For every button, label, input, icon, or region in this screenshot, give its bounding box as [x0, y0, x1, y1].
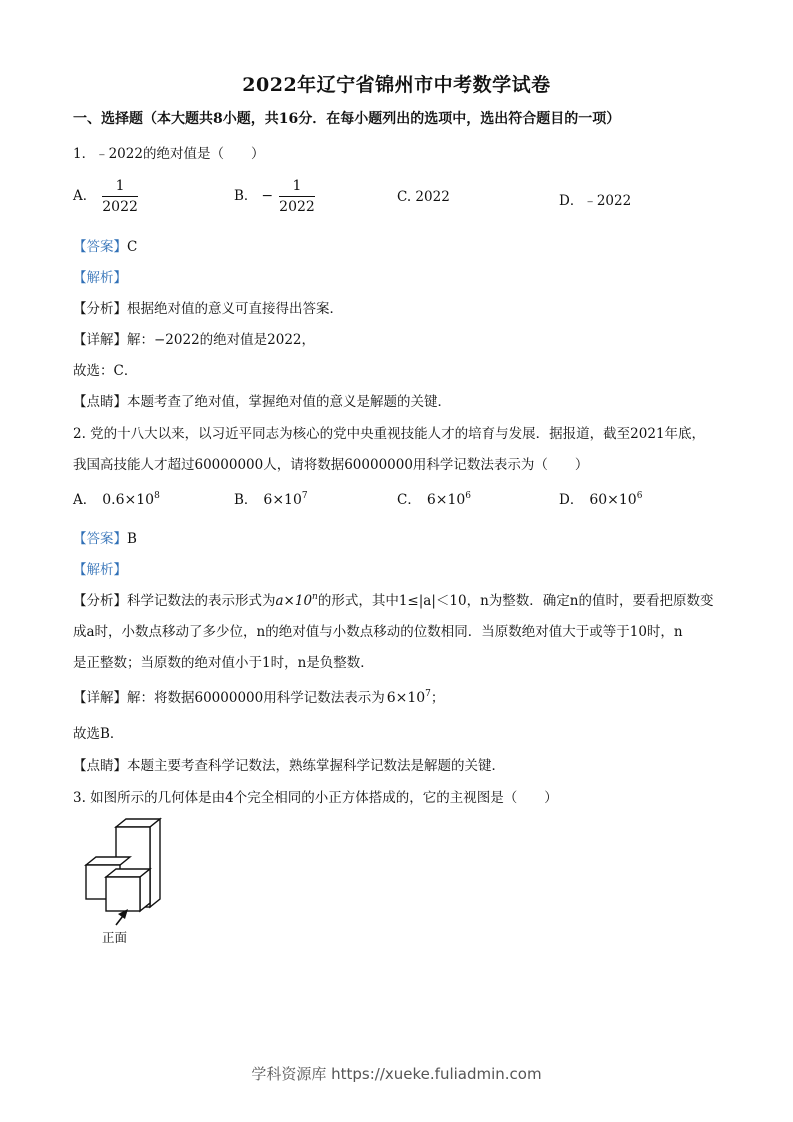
- q1-guxuan: 故选：C．: [73, 363, 138, 379]
- q2-option-c: [397, 488, 471, 508]
- fraction: [102, 178, 138, 215]
- q1-dianjing: [73, 390, 451, 410]
- q1-analysis-tag: 【解析】: [73, 270, 127, 286]
- fenxi-tag: 【分析】: [73, 593, 127, 609]
- xiangjie-tag: 【详解】: [73, 332, 127, 348]
- q2-stem-line2: 我国高技能人才超过60000000人，请将数据60000000用科学记数法表示为（ ）: [73, 457, 589, 473]
- cube-back-right: [150, 819, 160, 907]
- exponent: 8: [154, 491, 160, 501]
- option-label: A．: [73, 492, 97, 508]
- punctuation: ；: [430, 690, 445, 706]
- section-heading: 一、选择题（本大题共8小题，共16分．在每小题列出的选项中，选出符合题目的一项）: [73, 111, 621, 127]
- xiangjie-tag: 【详解】: [73, 690, 127, 706]
- answer-value: B: [127, 531, 137, 547]
- q1-stem: 1．﹣2022的绝对值是（ ）: [73, 146, 265, 162]
- q2-answer: [73, 527, 137, 547]
- base: 6×10: [263, 492, 302, 508]
- dianjing-text: 本题考查了绝对值，掌握绝对值的意义是解题的关键．: [127, 394, 451, 410]
- q1-xiangjie: [73, 328, 315, 348]
- base: 6×10: [386, 690, 426, 706]
- q2-fenxi-line3: 是正整数；当原数的绝对值小于1时，n是负整数．: [73, 655, 374, 671]
- fenxi-text: 的形式，其中1≤|a|＜10，n为整数．确定n的值时，要看把原数变: [317, 593, 714, 609]
- sci-value: [427, 492, 471, 508]
- fenxi-text: 科学记数法的表示形式为: [127, 593, 276, 609]
- q2-guxuan: 故选B．: [73, 726, 124, 742]
- cube-front-front: [106, 877, 140, 911]
- dianjing-text: 本题主要考查科学记数法，熟练掌握科学记数法是解题的关键．: [127, 758, 505, 774]
- q1-option-a: [73, 178, 138, 215]
- denominator: 2022: [102, 199, 138, 215]
- option-label: A．: [73, 188, 97, 204]
- answer-tag: 【答案】: [73, 239, 127, 255]
- answer-value: C: [127, 239, 138, 255]
- q2-option-b: [234, 488, 308, 508]
- q1-option-d: D．﹣2022: [559, 193, 632, 209]
- minus-sign: −: [261, 188, 274, 204]
- option-label: D．: [559, 492, 584, 508]
- base: 0.6×10: [102, 492, 155, 508]
- base: 6×10: [426, 492, 466, 508]
- q1-fenxi: [73, 297, 343, 317]
- formula-exponent: n: [312, 592, 318, 602]
- cube-front-right: [140, 869, 150, 911]
- exponent: 6: [636, 491, 643, 501]
- denominator: 2022: [279, 199, 315, 215]
- page-footer: 学科资源库 https://xueke.fuliadmin.com: [251, 1065, 542, 1083]
- exponent: 7: [301, 491, 308, 501]
- numerator: 1: [279, 178, 315, 197]
- q2-option-a: [73, 488, 160, 508]
- exponent: 7: [425, 689, 431, 699]
- numerator: 1: [102, 178, 138, 197]
- q2-xiangjie: [73, 686, 444, 706]
- sci-value: [387, 690, 431, 706]
- q2-option-d: [559, 488, 642, 508]
- q2-analysis-tag: 【解析】: [73, 562, 127, 578]
- q1-option-b: [234, 178, 315, 215]
- sci-value: [263, 492, 307, 508]
- sci-value: [102, 492, 160, 508]
- fenxi-tag: 【分析】: [73, 301, 127, 317]
- q1-answer: [73, 235, 137, 255]
- q1-option-c: C. 2022: [397, 189, 450, 205]
- q2-fenxi-line1: [73, 589, 713, 609]
- dianjing-tag: 【点睛】: [73, 758, 127, 774]
- fenxi-text: 根据绝对值的意义可直接得出答案．: [127, 301, 343, 317]
- option-label: C．: [397, 492, 421, 508]
- q2-dianjing: [73, 754, 505, 774]
- sci-value: [589, 492, 642, 508]
- base: 60×10: [589, 492, 637, 508]
- exponent: 6: [465, 491, 472, 501]
- page-title: 2022年辽宁省锦州市中考数学试卷: [242, 74, 551, 96]
- dianjing-tag: 【点睛】: [73, 394, 127, 410]
- fraction: [279, 178, 315, 215]
- q2-stem-line1: 2. 党的十八大以来，以习近平同志为核心的党中央重视技能人才的培育与发展．据报道，截至2021年底，: [73, 426, 706, 442]
- answer-tag: 【答案】: [73, 531, 127, 547]
- formula: a×10: [275, 593, 313, 609]
- xiangjie-text: 解：−2022的绝对值是2022，: [127, 332, 316, 348]
- option-label: B．: [234, 492, 258, 508]
- q3-stem: 3. 如图所示的几何体是由4个完全相同的小正方体搭成的，它的主视图是（ ）: [73, 790, 558, 806]
- xiangjie-text: 解：将数据60000000用科学记数法表示为: [127, 690, 385, 706]
- figure-label: 正面: [102, 930, 128, 945]
- q2-fenxi-line2: 成a时，小数点移动了多少位，n的绝对值与小数点移动的位数相同．当原数绝对值大于或等于10时，n: [73, 624, 683, 640]
- option-label: B．: [234, 188, 258, 204]
- cube-figure: [80, 815, 170, 945]
